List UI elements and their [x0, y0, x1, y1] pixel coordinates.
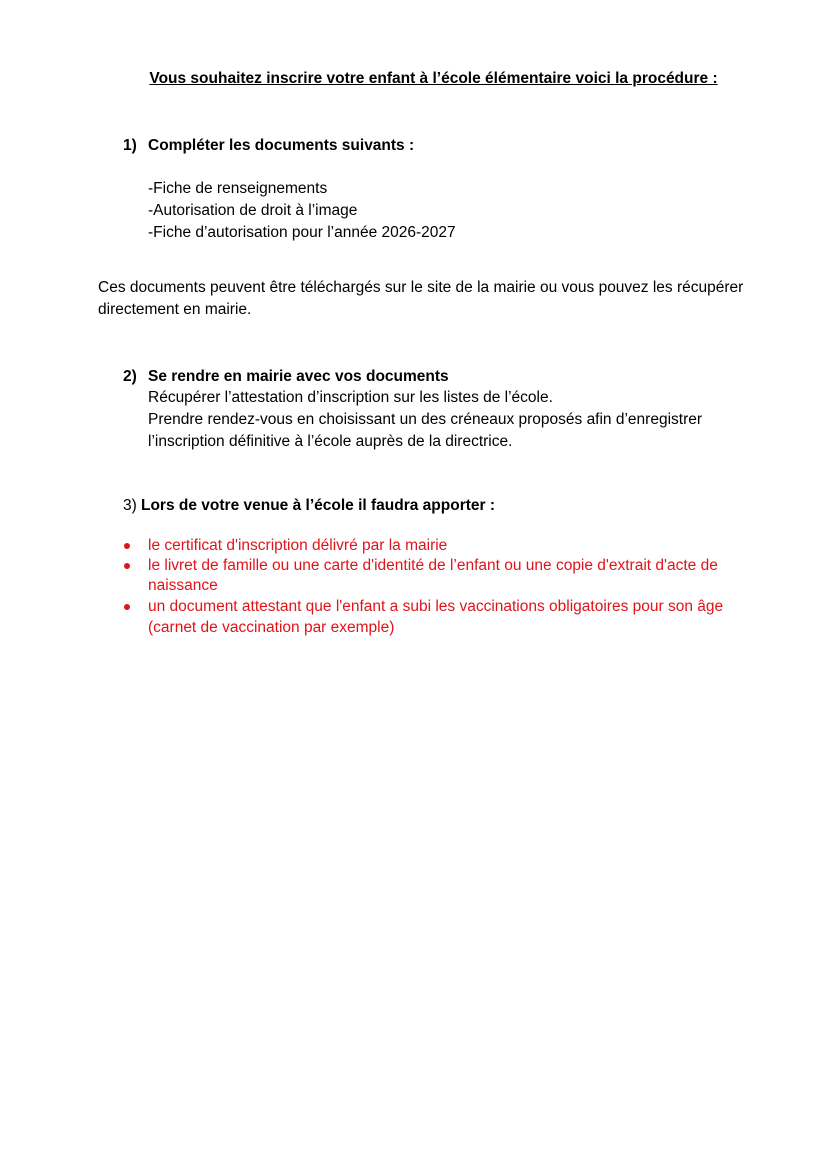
- note-line-2: directement en mairie.: [98, 301, 252, 318]
- required-item-continuation: naissance: [148, 577, 218, 594]
- section-2-line: l’inscription définitive à l’école auprès de la directrice.: [148, 433, 513, 450]
- page-title: Vous souhaitez inscrire votre enfant à l’école élémentaire voici la procédure :: [149, 70, 718, 87]
- document-item: -Fiche d’autorisation pour l’année 2026-2027: [148, 224, 456, 241]
- section-2-number: 2): [123, 368, 137, 385]
- bullet-icon: [124, 604, 130, 610]
- section-1-heading: Compléter les documents suivants :: [148, 137, 415, 154]
- section-2-line: Récupérer l’attestation d’inscription sur les listes de l’école.: [148, 389, 553, 406]
- section-3-number: 3): [123, 497, 137, 514]
- document-item: -Fiche de renseignements: [148, 180, 328, 197]
- required-item: le livret de famille ou une carte d'identité de l’enfant ou une copie d'extrait d'acte de: [148, 557, 718, 574]
- required-item: un document attestant que l'enfant a subi les vaccinations obligatoires pour son âge: [148, 598, 724, 615]
- note-line-1: Ces documents peuvent être téléchargés sur le site de la mairie ou vous pouvez les récupérer: [98, 279, 744, 296]
- section-1-number: 1): [123, 137, 137, 154]
- bullet-icon: [124, 563, 130, 569]
- required-item: le certificat d'inscription délivré par la mairie: [148, 537, 448, 554]
- document-item: -Autorisation de droit à l’image: [148, 202, 358, 219]
- section-2-line: Prendre rendez-vous en choisissant un des créneaux proposés afin d’enregistrer: [148, 411, 703, 428]
- section-3-heading: Lors de votre venue à l’école il faudra apporter :: [141, 497, 496, 514]
- section-2-heading: Se rendre en mairie avec vos documents: [148, 368, 449, 385]
- required-item-continuation: (carnet de vaccination par exemple): [148, 619, 395, 636]
- bullet-icon: [124, 543, 130, 549]
